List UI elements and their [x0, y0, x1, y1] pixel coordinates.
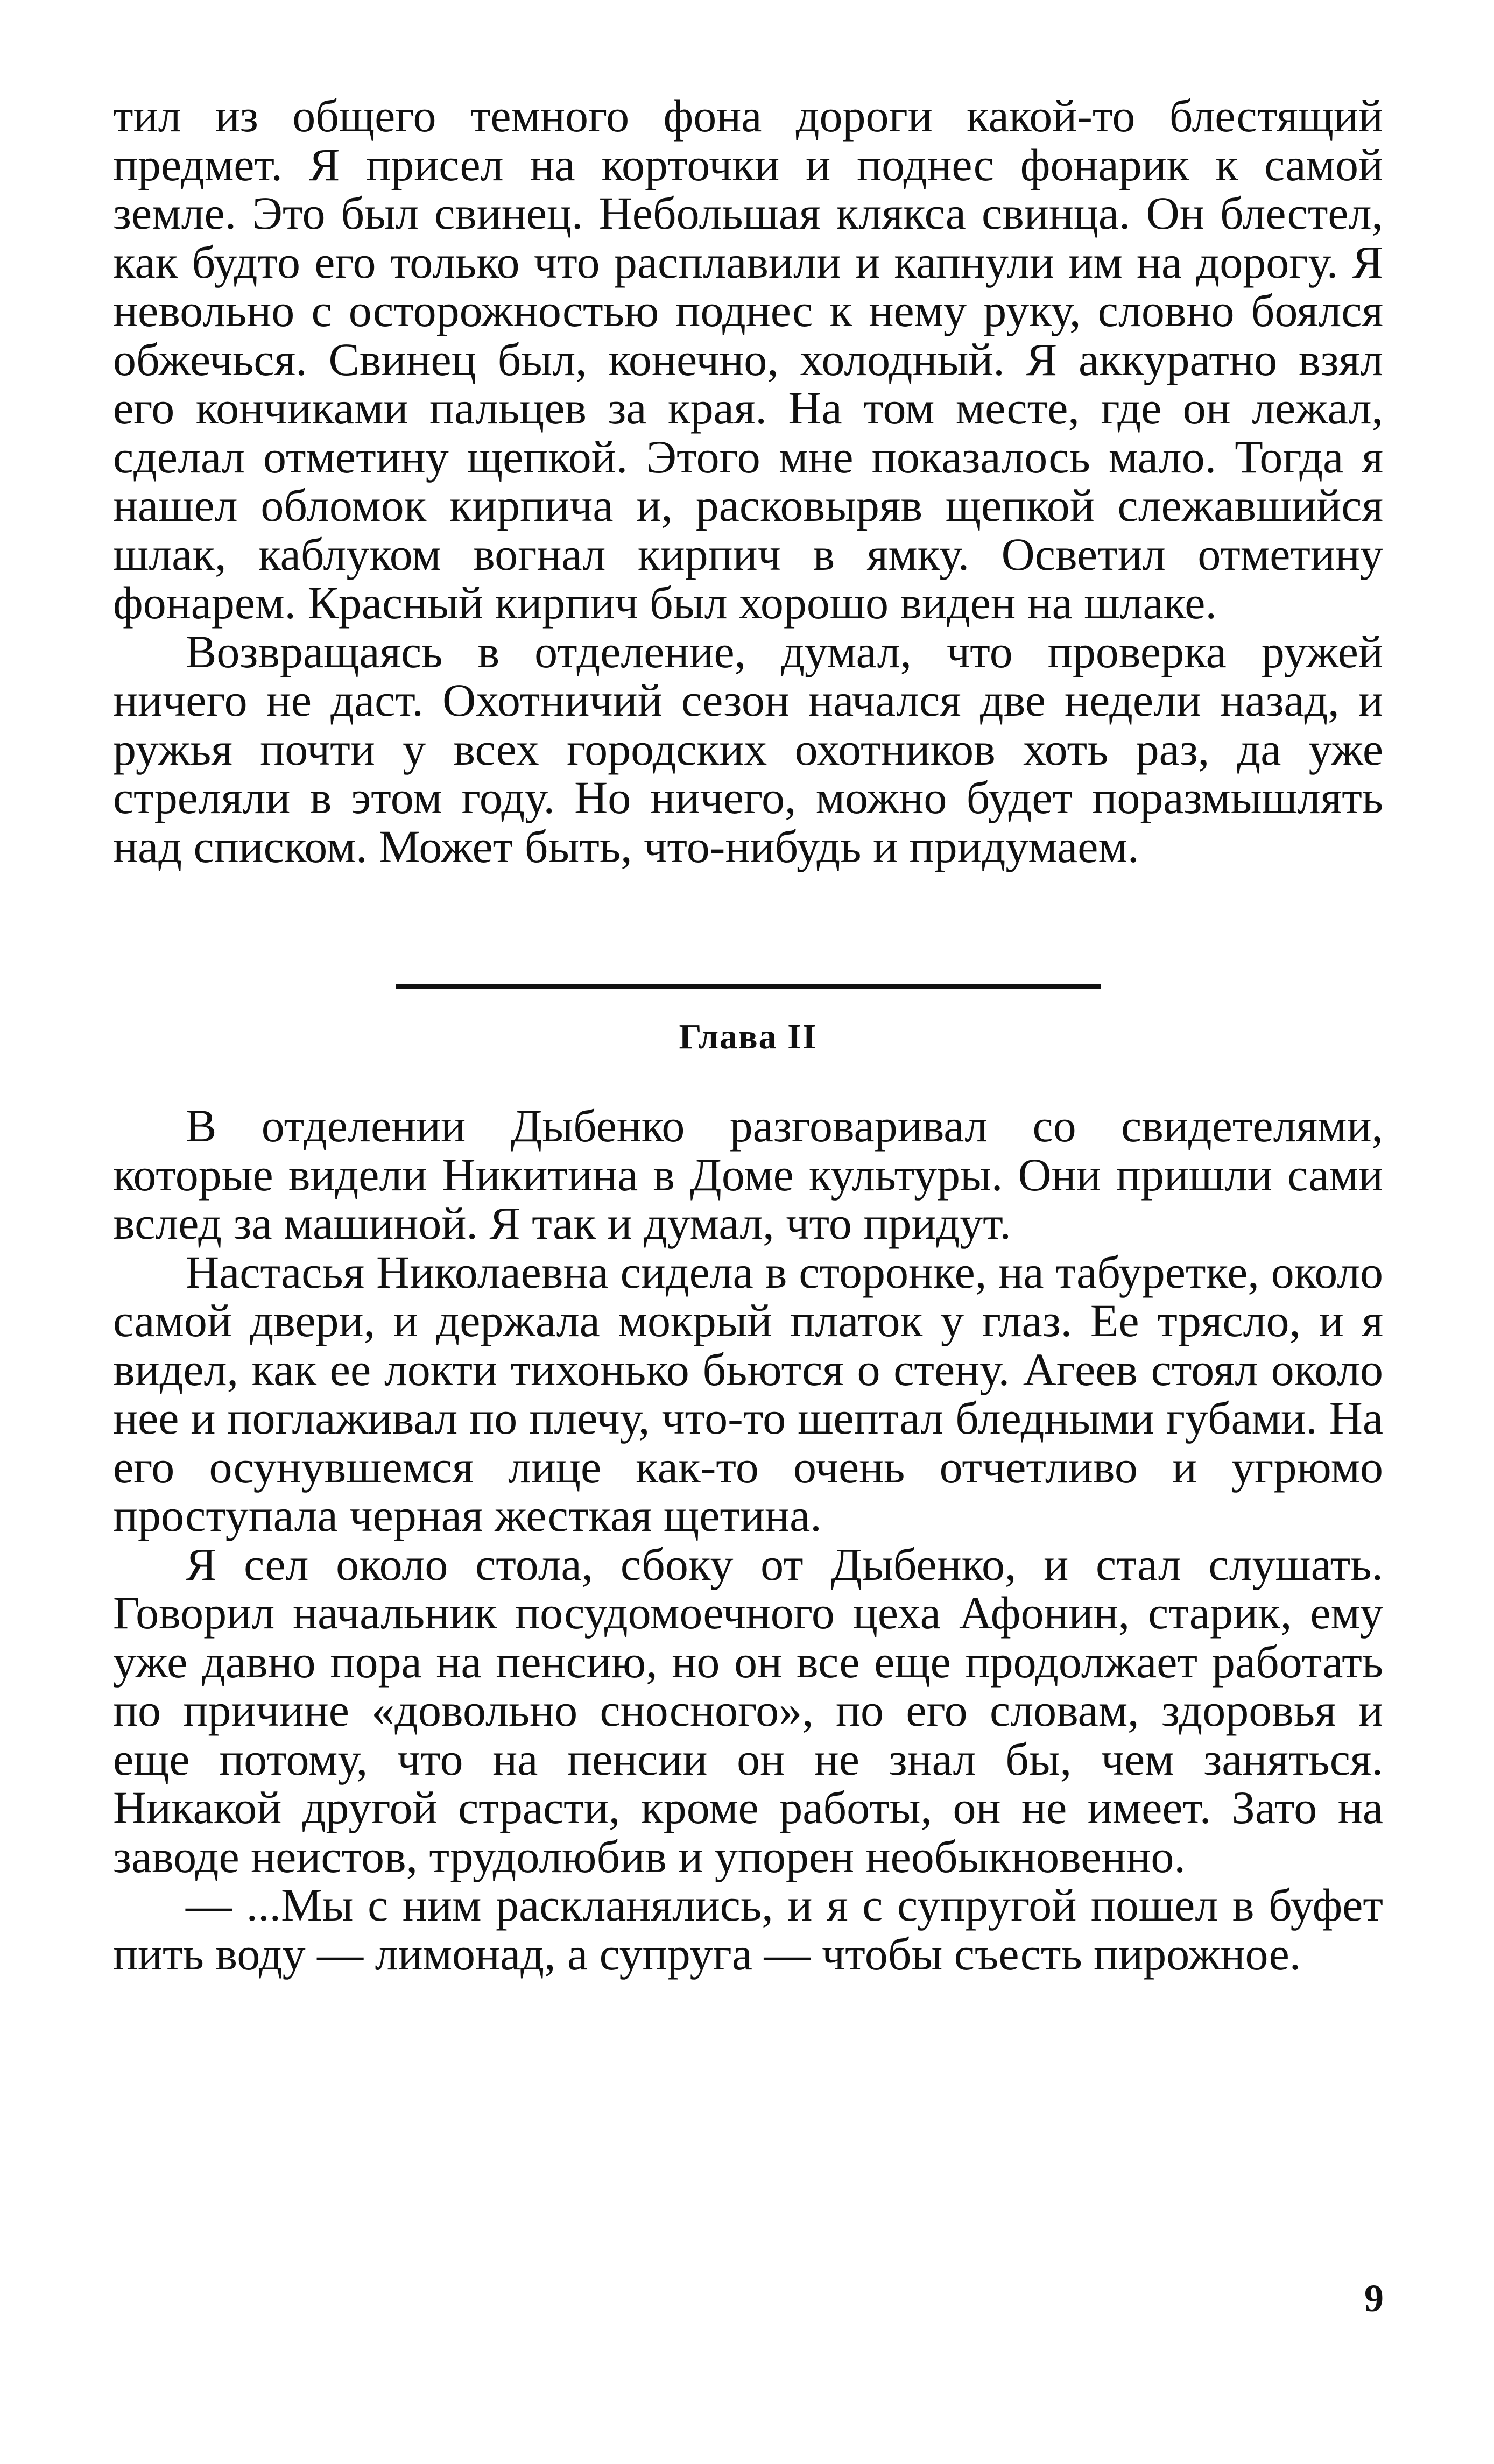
paragraph-witnesses: В отделении Дыбенко разговаривал со свидетелями, которые видели Никитина в Доме культуры. Они пришли сами вслед за машиной. Я так и думал, что придут. — [113, 1100, 1383, 1249]
book-page — [113, 91, 1383, 1978]
paragraph-return-to-office: Возвращаясь в отделение, думал, что проверка ружей ничего не даст. Охотничий сезон начался две недели назад, и ружья почти у всех городских охотников хоть раз, да уже стреляли в этом году. Но ничего, можно будет поразмышлять над списком. Может быть, что-нибудь и придумаем. — [113, 625, 1383, 872]
section-divider — [396, 984, 1101, 989]
paragraph-continuation: тил из общего темного фона дороги какой-то блестящий предмет. Я присел на корточки и поднес фонарик к самой земле. Это был свинец. Небольшая клякса свинца. Он блестел, как будто его только что расплавили и капнули им на дорогу. Я невольно с осторожностью поднес к нему руку, словно боялся обжечься. Свинец был, конечно, холодный. Я аккуратно взял его кончиками пальцев за края. На том месте, где он лежал, сделал отметину щепкой. Этого мне показалось мало. Тогда я нашел обломок кирпича и, расковыряв щепкой слежавшийся шлак, каблуком вогнал кирпич в ямку. Осветил отметину фонарем. Красный кирпич был хорошо виден на шлаке. — [113, 90, 1383, 629]
page-number: 9 — [1364, 2277, 1384, 2320]
paragraph-nastasya: Настасья Николаевна сидела в сторонке, на табуретке, около самой двери, и держала мокрый платок у глаз. Ее трясло, и я видел, как ее локти тихонько бьются о стену. Агеев стоял около нее и поглаживал по плечу, что-то шептал бледными губами. На его осунувшемся лице как-то очень отчетливо и угрюмо проступала черная жесткая щетина. — [113, 1246, 1383, 1541]
paragraph-afonin: Я сел около стола, сбоку от Дыбенко, и стал слушать. Говорил начальник посудомоечного цеха Афонин, старик, ему уже давно пора на пенсию, но он все еще продолжает работать по причине «довольно сносного», по его словам, здоровья и еще потому, что на пенсии он не знал бы, чем заняться. Никакой другой страсти, кроме работы, он не имеет. Зато на заводе неистов, трудолюбив и упорен необыкновенно. — [113, 1538, 1383, 1882]
chapter-title: Глава II — [679, 1017, 818, 1056]
paragraph-dialogue: — ...Мы с ним раскланялись, и я с супругой пошел в буфет пить воду — лимонад, а супруга — чтобы съесть пирожное. — [113, 1879, 1383, 1980]
